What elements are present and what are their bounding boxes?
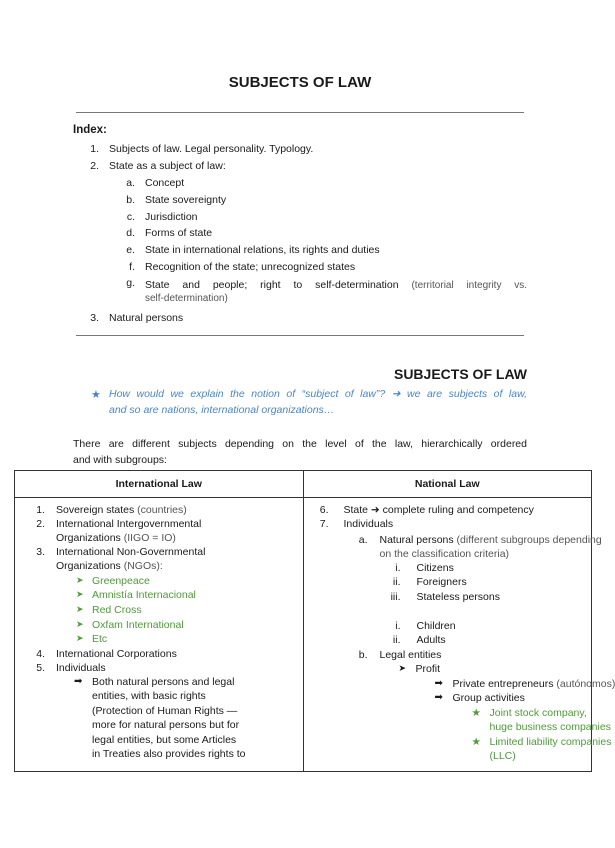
bottom-divider — [76, 335, 524, 336]
list-num: 5. — [36, 662, 45, 674]
individuals-line: (Protection of Human Rights — — [92, 705, 238, 717]
list-num: 7. — [319, 518, 329, 530]
star-icon: ★ — [471, 736, 481, 748]
company-type: Limited liability companies — [489, 736, 612, 748]
index-item: Subjects of law. Legal personality. Typology. — [109, 143, 314, 155]
list-num: 6. — [319, 504, 329, 516]
index-num: 3. — [90, 312, 99, 324]
index-subitem: Concept — [145, 177, 185, 189]
question-line-1: How would we explain the notion of “subject of law”? ➜ we are subjects of law, — [109, 388, 527, 400]
question-line-2: and so are nations, international organizations… — [109, 404, 335, 416]
arrow-right-icon: ➡ — [74, 676, 83, 687]
list-item: Individuals — [56, 662, 106, 674]
index-num: 1. — [90, 143, 99, 155]
index-subitem-note: (territorial integrity vs. — [411, 280, 527, 291]
index-subnum: g. — [126, 277, 135, 289]
col-header-national: National Law — [303, 471, 592, 498]
item-text: Organizations — [56, 532, 121, 544]
natural-person-type: Citizens — [416, 562, 454, 574]
roman-num: iii. — [390, 591, 401, 603]
item-note: (different subgroups depending — [456, 534, 602, 546]
section-title: SUBJECTS OF LAW — [393, 366, 527, 382]
list-item-cont — [56, 532, 176, 544]
arrow-right-icon: ➡ — [434, 692, 443, 703]
index-subitem: Recognition of the state; unrecognized states — [145, 261, 356, 273]
ngo-item: Red Cross — [92, 604, 142, 616]
index-subnum: a. — [126, 177, 135, 189]
index-subnum: b. — [126, 194, 135, 206]
list-num: 2. — [36, 518, 45, 530]
item-text: Organizations — [56, 560, 121, 572]
top-divider — [76, 112, 524, 113]
index-heading: Index: — [73, 124, 107, 136]
roman-num: i. — [395, 562, 401, 574]
subjects-table — [14, 470, 615, 772]
list-item: International Intergovernmental — [56, 518, 202, 530]
international-cell — [15, 498, 304, 772]
natural-person-type: Foreigners — [416, 576, 467, 588]
index-item: State as a subject of law: — [109, 160, 226, 172]
index-subnum: e. — [126, 244, 135, 256]
item-text: Natural persons — [379, 534, 454, 546]
arrow-icon: ➤ — [398, 663, 407, 673]
list-item: State ➜ complete ruling and competency — [343, 504, 534, 516]
profit-type — [453, 678, 615, 690]
list-subitem-cont: on the classification criteria) — [379, 548, 510, 560]
list-item: International Corporations — [56, 648, 177, 660]
index-subitem: State sovereignty — [145, 194, 227, 206]
arrow-icon: ➤ — [76, 589, 84, 599]
intro-line-2: and with subgroups: — [73, 454, 167, 466]
natural-person-type: Children — [416, 620, 456, 632]
individuals-line: legal entities, but some Articles — [92, 734, 237, 746]
index-subitem: Forms of state — [145, 227, 213, 239]
star-icon: ★ — [91, 389, 101, 401]
list-num: 3. — [36, 546, 45, 558]
ngo-item: Oxfam International — [92, 619, 184, 631]
list-item — [56, 504, 187, 516]
list-num: 4. — [36, 648, 45, 660]
profit-label: Profit — [415, 663, 441, 675]
company-type: Joint stock company, — [489, 707, 587, 719]
list-subnum: a. — [358, 534, 368, 546]
item-note: (autónomos) — [556, 678, 615, 690]
intro-line-1: There are different subjects depending on the level of the law, hierarchically ordered — [73, 438, 527, 450]
arrow-icon: ➤ — [76, 619, 84, 629]
natural-person-type: Adults — [416, 634, 446, 646]
index-subitem: Jurisdiction — [145, 211, 198, 223]
document-title: SUBJECTS OF LAW — [228, 74, 372, 91]
list-item: Individuals — [343, 518, 394, 530]
list-subitem — [380, 534, 602, 546]
item-text: Sovereign states — [56, 504, 135, 516]
index-item: Natural persons — [109, 312, 184, 324]
individuals-line: entities, with basic rights — [92, 690, 206, 702]
index-subnum: c. — [126, 211, 135, 223]
index-subnum: f. — [129, 261, 135, 273]
arrow-icon: ➤ — [76, 575, 84, 585]
individuals-line: more for natural persons but for — [92, 719, 240, 731]
index-num: 2. — [90, 160, 99, 172]
company-type-cont: huge business companies — [489, 721, 611, 733]
index-subitem — [145, 277, 527, 294]
ngo-item: Amnistía Internacional — [92, 589, 196, 601]
individuals-line: in Treaties also provides rights to — [92, 748, 246, 760]
col-header-international: International Law — [15, 471, 304, 498]
list-num: 1. — [36, 504, 45, 516]
roman-num: ii. — [392, 576, 401, 588]
natural-person-type: Stateless persons — [416, 591, 500, 603]
arrow-icon: ➤ — [76, 604, 84, 614]
ngo-item: Etc — [92, 633, 108, 645]
star-icon: ★ — [471, 707, 481, 719]
list-item-cont — [56, 560, 163, 572]
national-cell — [303, 498, 615, 772]
arrow-right-icon: ➡ — [434, 678, 443, 689]
list-subnum: b. — [358, 649, 368, 661]
arrow-icon: ➤ — [76, 633, 84, 643]
list-item: International Non-Governmental — [56, 546, 206, 558]
index-subnum: d. — [126, 227, 135, 239]
profit-type: Group activities — [452, 692, 525, 704]
item-text: Private entrepreneurs — [452, 678, 554, 690]
item-note: (NGOs): — [123, 560, 163, 572]
item-note: (IIGO = IO) — [123, 532, 176, 544]
list-subitem: Legal entities — [379, 649, 442, 661]
index-subitem-note: self-determination) — [145, 293, 228, 304]
index-subitem: State in international relations, its rights and duties — [145, 244, 380, 256]
individuals-line: Both natural persons and legal — [92, 676, 235, 688]
roman-num: i. — [395, 620, 401, 632]
index-subitem-text: State and people; right to self-determination — [145, 279, 399, 291]
company-type-cont: (LLC) — [489, 750, 516, 762]
roman-num: ii. — [392, 634, 401, 646]
item-note: (countries) — [137, 504, 187, 516]
ngo-item: Greenpeace — [92, 575, 150, 587]
